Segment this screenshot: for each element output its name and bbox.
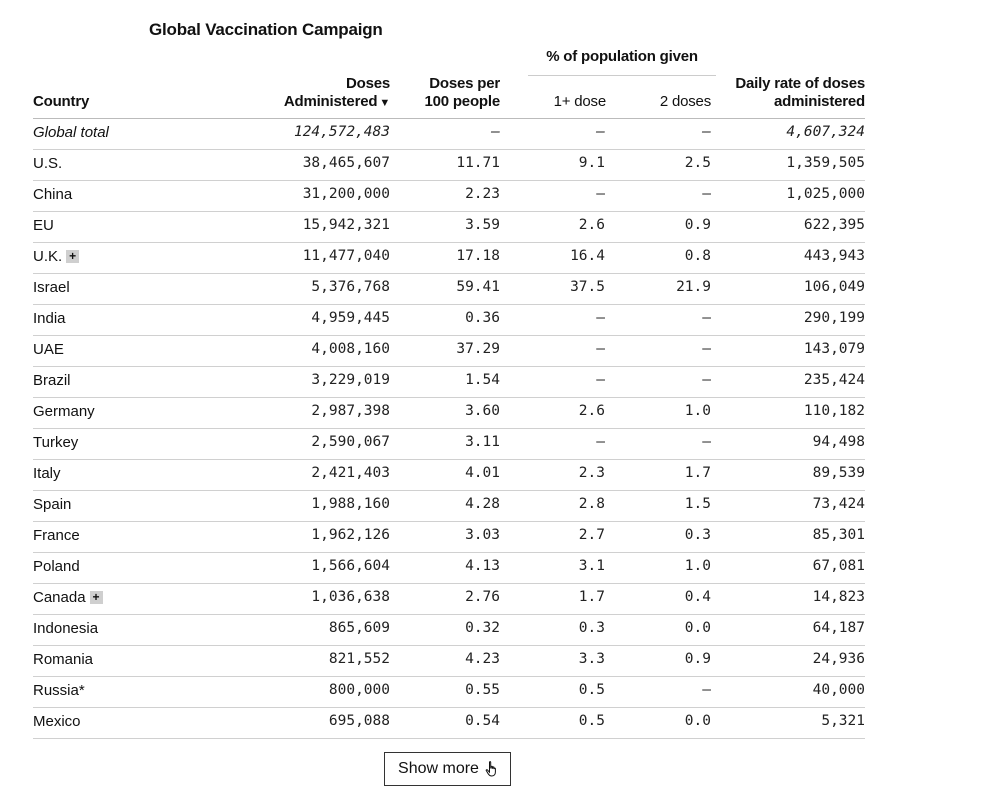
- cell-per100: 0.32: [465, 620, 500, 636]
- cell-daily-rate: 73,424: [812, 496, 865, 512]
- country-name: Canada: [33, 589, 86, 606]
- cell-daily-rate: 64,187: [812, 620, 865, 636]
- cell-country: [33, 677, 85, 704]
- cell-country: [33, 522, 80, 549]
- country-name: EU: [33, 217, 54, 234]
- page-title: Global Vaccination Campaign: [149, 20, 383, 39]
- cell-country: [33, 615, 98, 642]
- table-row: [33, 181, 865, 212]
- table-row: [33, 429, 865, 460]
- cell-one-dose: 2.7: [578, 527, 605, 543]
- table-row: [33, 615, 865, 646]
- column-header-per100-line2: 100 people: [424, 93, 500, 110]
- cell-per100: 4.28: [465, 496, 500, 512]
- country-name: France: [33, 527, 80, 544]
- table-row: [33, 584, 865, 615]
- table-row: [33, 367, 865, 398]
- cell-doses: 124,572,483: [293, 124, 390, 140]
- cell-doses: 11,477,040: [302, 248, 390, 264]
- expand-plus-icon[interactable]: +: [66, 250, 79, 263]
- cell-two-doses: 0.8: [684, 248, 711, 264]
- country-name: Mexico: [33, 713, 81, 730]
- country-name: Global total: [33, 124, 109, 141]
- country-name: U.K.: [33, 248, 63, 265]
- cell-one-dose: –: [596, 372, 605, 388]
- cell-doses: 1,988,160: [311, 496, 390, 512]
- cell-country: [33, 367, 71, 394]
- cell-country: [33, 336, 64, 363]
- column-header-two-doses: 2 doses: [659, 93, 711, 110]
- cell-country: [33, 398, 95, 425]
- country-name: Israel: [33, 279, 70, 296]
- cell-two-doses: 1.0: [684, 558, 711, 574]
- cell-country: [33, 305, 66, 332]
- country-name: India: [33, 310, 66, 327]
- country-name: Indonesia: [33, 620, 99, 637]
- cell-country: [33, 491, 71, 518]
- country-name: Romania: [33, 651, 94, 668]
- cell-per100: 2.76: [465, 589, 500, 605]
- cell-per100: 0.55: [465, 682, 500, 698]
- cell-one-dose: 0.5: [578, 682, 605, 698]
- country-name: Turkey: [33, 434, 79, 451]
- country-name: Poland: [33, 558, 80, 575]
- cell-daily-rate: 67,081: [812, 558, 865, 574]
- cell-daily-rate: 4,607,324: [786, 124, 865, 140]
- cell-doses: 1,566,604: [311, 558, 390, 574]
- cell-one-dose: 0.5: [578, 713, 605, 729]
- table-row-total: [33, 119, 865, 150]
- cell-one-dose: 2.3: [578, 465, 605, 481]
- cell-doses: 695,088: [328, 713, 390, 729]
- cell-per100: 3.11: [465, 434, 500, 450]
- cell-per100: 11.71: [456, 155, 500, 171]
- cell-per100: 4.01: [465, 465, 500, 481]
- population-group-header: % of population given: [546, 48, 698, 65]
- cell-two-doses: –: [702, 372, 711, 388]
- cell-per100: 3.60: [465, 403, 500, 419]
- cell-doses: 2,590,067: [311, 434, 390, 450]
- table-row: [33, 553, 865, 584]
- cell-doses: 2,987,398: [311, 403, 390, 419]
- sort-descending-icon: ▼: [379, 97, 390, 109]
- cell-daily-rate: 110,182: [803, 403, 865, 419]
- column-header-daily-rate: [700, 75, 865, 111]
- cell-doses: 1,036,638: [311, 589, 390, 605]
- cell-country: [33, 708, 81, 735]
- table-row: [33, 708, 865, 739]
- column-header-doses[interactable]: [240, 75, 390, 112]
- column-header-doses-line1: Doses: [345, 75, 390, 92]
- column-header-daily-line2: administered: [774, 93, 865, 110]
- cell-two-doses: 0.9: [684, 217, 711, 233]
- cell-one-dose: 2.6: [578, 217, 605, 233]
- cell-per100: 0.36: [465, 310, 500, 326]
- table-row: [33, 677, 865, 708]
- country-name: China: [33, 186, 73, 203]
- cell-one-dose: –: [596, 341, 605, 357]
- hand-pointer-icon: [485, 761, 497, 777]
- table-row: [33, 398, 865, 429]
- column-header-daily-line1: Daily rate of doses: [735, 75, 865, 92]
- column-header-country: Country: [33, 93, 90, 110]
- cell-per100: 37.29: [456, 341, 500, 357]
- cell-country: [33, 460, 61, 487]
- column-header-per100-line1: Doses per: [429, 75, 500, 92]
- cell-one-dose: 2.8: [578, 496, 605, 512]
- cell-per100: 0.54: [465, 713, 500, 729]
- cell-one-dose: –: [596, 310, 605, 326]
- column-header-one-dose: 1+ dose: [553, 93, 606, 110]
- show-more-button[interactable]: [384, 752, 511, 786]
- cell-per100: 4.23: [465, 651, 500, 667]
- cell-doses: 5,376,768: [311, 279, 390, 295]
- cell-two-doses: –: [702, 434, 711, 450]
- table-row: [33, 460, 865, 491]
- cell-per100: 3.59: [465, 217, 500, 233]
- country-name: Brazil: [33, 372, 71, 389]
- country-name: Spain: [33, 496, 72, 513]
- cell-doses: 2,421,403: [311, 465, 390, 481]
- cell-daily-rate: 1,025,000: [786, 186, 865, 202]
- cell-per100: 4.13: [465, 558, 500, 574]
- cell-two-doses: 0.0: [684, 620, 711, 636]
- table-row: [33, 243, 865, 274]
- country-name: U.S.: [33, 155, 63, 172]
- cell-two-doses: 0.3: [684, 527, 711, 543]
- table-row: [33, 491, 865, 522]
- vaccination-table-body: [33, 119, 865, 739]
- cell-daily-rate: 443,943: [803, 248, 865, 264]
- cell-two-doses: 0.9: [684, 651, 711, 667]
- cell-per100: –: [491, 124, 500, 140]
- cell-two-doses: 0.0: [684, 713, 711, 729]
- cell-one-dose: –: [596, 124, 605, 140]
- cell-doses: 4,959,445: [311, 310, 390, 326]
- cell-one-dose: 3.1: [578, 558, 605, 574]
- cell-country: [33, 429, 78, 456]
- cell-two-doses: 1.0: [684, 403, 711, 419]
- cell-country: [33, 584, 103, 611]
- cell-daily-rate: 143,079: [803, 341, 865, 357]
- cell-daily-rate: 622,395: [803, 217, 865, 233]
- cell-daily-rate: 106,049: [803, 279, 865, 295]
- cell-doses: 38,465,607: [302, 155, 390, 171]
- cell-daily-rate: 40,000: [812, 682, 865, 698]
- cell-doses: 1,962,126: [311, 527, 390, 543]
- cell-per100: 1.54: [465, 372, 500, 388]
- cell-two-doses: –: [702, 124, 711, 140]
- expand-plus-icon[interactable]: +: [90, 591, 103, 604]
- column-header-doses-line2: Administered: [283, 93, 378, 110]
- cell-one-dose: 0.3: [578, 620, 605, 636]
- cell-daily-rate: 5,321: [821, 713, 865, 729]
- cell-one-dose: 2.6: [578, 403, 605, 419]
- column-header-per100: [400, 75, 500, 111]
- country-name: Italy: [33, 465, 61, 482]
- table-row: [33, 646, 865, 677]
- cell-two-doses: 1.5: [684, 496, 711, 512]
- cell-one-dose: 16.4: [570, 248, 605, 264]
- cell-one-dose: 3.3: [578, 651, 605, 667]
- cell-country: [33, 646, 93, 673]
- table-row: [33, 212, 865, 243]
- cell-one-dose: 1.7: [578, 589, 605, 605]
- cell-country: [33, 181, 72, 208]
- table-row: [33, 274, 865, 305]
- cell-two-doses: –: [702, 682, 711, 698]
- cell-daily-rate: 1,359,505: [786, 155, 865, 171]
- show-more-label: Show more: [398, 760, 479, 777]
- cell-country: [33, 274, 70, 301]
- cell-doses: 4,008,160: [311, 341, 390, 357]
- table-row: [33, 305, 865, 336]
- cell-two-doses: 2.5: [684, 155, 711, 171]
- country-name: Germany: [33, 403, 95, 420]
- cell-doses: 800,000: [328, 682, 390, 698]
- cell-country: [33, 150, 62, 177]
- cell-doses: 31,200,000: [302, 186, 390, 202]
- cell-per100: 17.18: [456, 248, 500, 264]
- cell-two-doses: 0.4: [684, 589, 711, 605]
- cell-doses: 15,942,321: [302, 217, 390, 233]
- group-header-divider: [528, 75, 716, 76]
- cell-daily-rate: 85,301: [812, 527, 865, 543]
- cell-doses: 821,552: [328, 651, 390, 667]
- table-row: [33, 522, 865, 553]
- cell-daily-rate: 14,823: [812, 589, 865, 605]
- cell-one-dose: –: [596, 434, 605, 450]
- cell-daily-rate: 24,936: [812, 651, 865, 667]
- table-row: [33, 336, 865, 367]
- cell-two-doses: 21.9: [676, 279, 711, 295]
- cell-country: [33, 243, 79, 270]
- table-row: [33, 150, 865, 181]
- cell-per100: 2.23: [465, 186, 500, 202]
- cell-one-dose: –: [596, 186, 605, 202]
- cell-per100: 59.41: [456, 279, 500, 295]
- cell-one-dose: 37.5: [570, 279, 605, 295]
- country-name: Russia*: [33, 682, 85, 699]
- cell-country: [33, 553, 80, 580]
- cell-daily-rate: 89,539: [812, 465, 865, 481]
- cell-one-dose: 9.1: [578, 155, 605, 171]
- cell-per100: 3.03: [465, 527, 500, 543]
- cell-country: [33, 119, 109, 146]
- cell-two-doses: –: [702, 310, 711, 326]
- cell-doses: 865,609: [328, 620, 390, 636]
- cell-two-doses: 1.7: [684, 465, 711, 481]
- cell-daily-rate: 94,498: [812, 434, 865, 450]
- cell-doses: 3,229,019: [311, 372, 390, 388]
- cell-two-doses: –: [702, 341, 711, 357]
- cell-country: [33, 212, 54, 239]
- cell-daily-rate: 235,424: [803, 372, 865, 388]
- country-name: UAE: [33, 341, 64, 358]
- cell-two-doses: –: [702, 186, 711, 202]
- cell-daily-rate: 290,199: [803, 310, 865, 326]
